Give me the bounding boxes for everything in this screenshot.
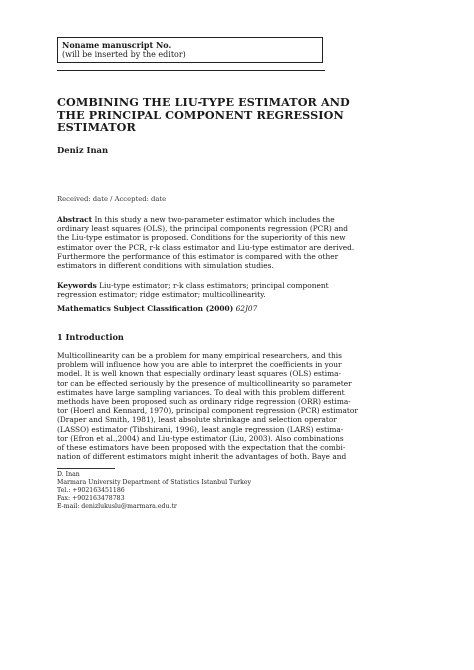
section-heading: 1 Introduction (57, 332, 124, 342)
footnote-rule (57, 468, 115, 469)
author-name: Deniz Inan (57, 145, 109, 155)
keywords (57, 281, 327, 299)
introduction-text (57, 351, 358, 462)
abstract-line: In this study a new two-parameter estimator which includes the (94, 215, 335, 224)
abstract-first-line (57, 215, 335, 224)
author-footnote (57, 471, 251, 511)
abstract-label: Abstract (57, 215, 93, 224)
keywords-line: Liu-type estimator; r-k class estimators; principal component (99, 281, 329, 290)
abstract-line: estimator over the PCR, r-k class estimator and Liu-type estimator are derived. (57, 242, 355, 252)
abstract-line: the Liu-type estimator is proposed. Conditions for the superiority of this new (57, 233, 346, 243)
msc-label: Mathematics Subject Classification (2000) (57, 304, 234, 313)
intro-line: estimates have large sampling variances. To deal with this problem different (57, 387, 345, 397)
abstract-line: ordinary least squares (OLS), the principal components regression (PCR) and (57, 224, 349, 234)
msc-line (57, 304, 327, 313)
intro-line: tor (Hoerl and Kennard, 1970), principal component regression (PCR) estimator (57, 406, 358, 416)
intro-line: (Draper and Smith, 1981), least absolute shrinkage and selection operator (57, 415, 337, 425)
manuscript-number-box (57, 37, 323, 63)
footnote-line: E-mail: denizlukuslu@marmara.edu.tr (57, 502, 177, 510)
footnote-line: Fax: +902163478783 (57, 494, 125, 502)
manuscript-number-note: (will be inserted by the editor) (62, 50, 186, 59)
intro-line: of these estimators have been proposed with the expectation that the combi- (57, 443, 346, 453)
intro-line: tor can be effected seriously by the presence of multicollinearity so parameter (57, 378, 352, 388)
footnote-line: D. Inan (57, 471, 80, 478)
intro-line: problem will influence how you are able to interpret the coefficients in your (57, 360, 342, 370)
keywords-line: regression estimator; ridge estimator; multicollinearity. (57, 290, 266, 300)
title-line: ESTIMATOR (57, 120, 136, 135)
title-line: THE PRINCIPAL COMPONENT REGRESSION (57, 107, 344, 122)
footnote-line: Tel.: +902163451186 (57, 486, 125, 494)
paper-title (57, 96, 357, 134)
intro-line: methods have been proposed such as ordinary ridge regression (ORR) estima- (57, 397, 351, 407)
subject-classification (57, 304, 327, 313)
abstract-line: Furthermore the performance of this estimator is compared with the other (57, 251, 339, 261)
keywords-label: Keywords (57, 281, 97, 290)
intro-line: nation of different estimators might inherit the advantages of both. Baye and (57, 452, 347, 462)
footnote-line: Marmara University Department of Statistics Istanbul Turkey (57, 478, 251, 486)
header-rule (57, 70, 325, 71)
manuscript-number-label: Noname manuscript No. (62, 40, 172, 50)
abstract-line: estimators in different conditions with simulation studies. (57, 261, 274, 271)
msc-code: 62J07 (235, 304, 258, 313)
intro-line: (LASSO) estimator (Tibshirani, 1996), least angle regression (LARS) estima- (57, 424, 344, 434)
received-accepted-date: Received: date / Accepted: date (57, 195, 167, 203)
intro-line: tor (Efron et al.,2004) and Liu-type estimator (Liu, 2003). Also combinations (57, 433, 344, 443)
title-line: COMBINING THE LIU-TYPE ESTIMATOR AND (57, 95, 350, 109)
keywords-first-line (57, 281, 327, 290)
abstract (57, 215, 355, 271)
intro-line: Multicollinearity can be a problem for many empirical researchers, and this (57, 351, 342, 360)
intro-line: model. It is well known that especially ordinary least squares (OLS) estima- (57, 369, 342, 379)
